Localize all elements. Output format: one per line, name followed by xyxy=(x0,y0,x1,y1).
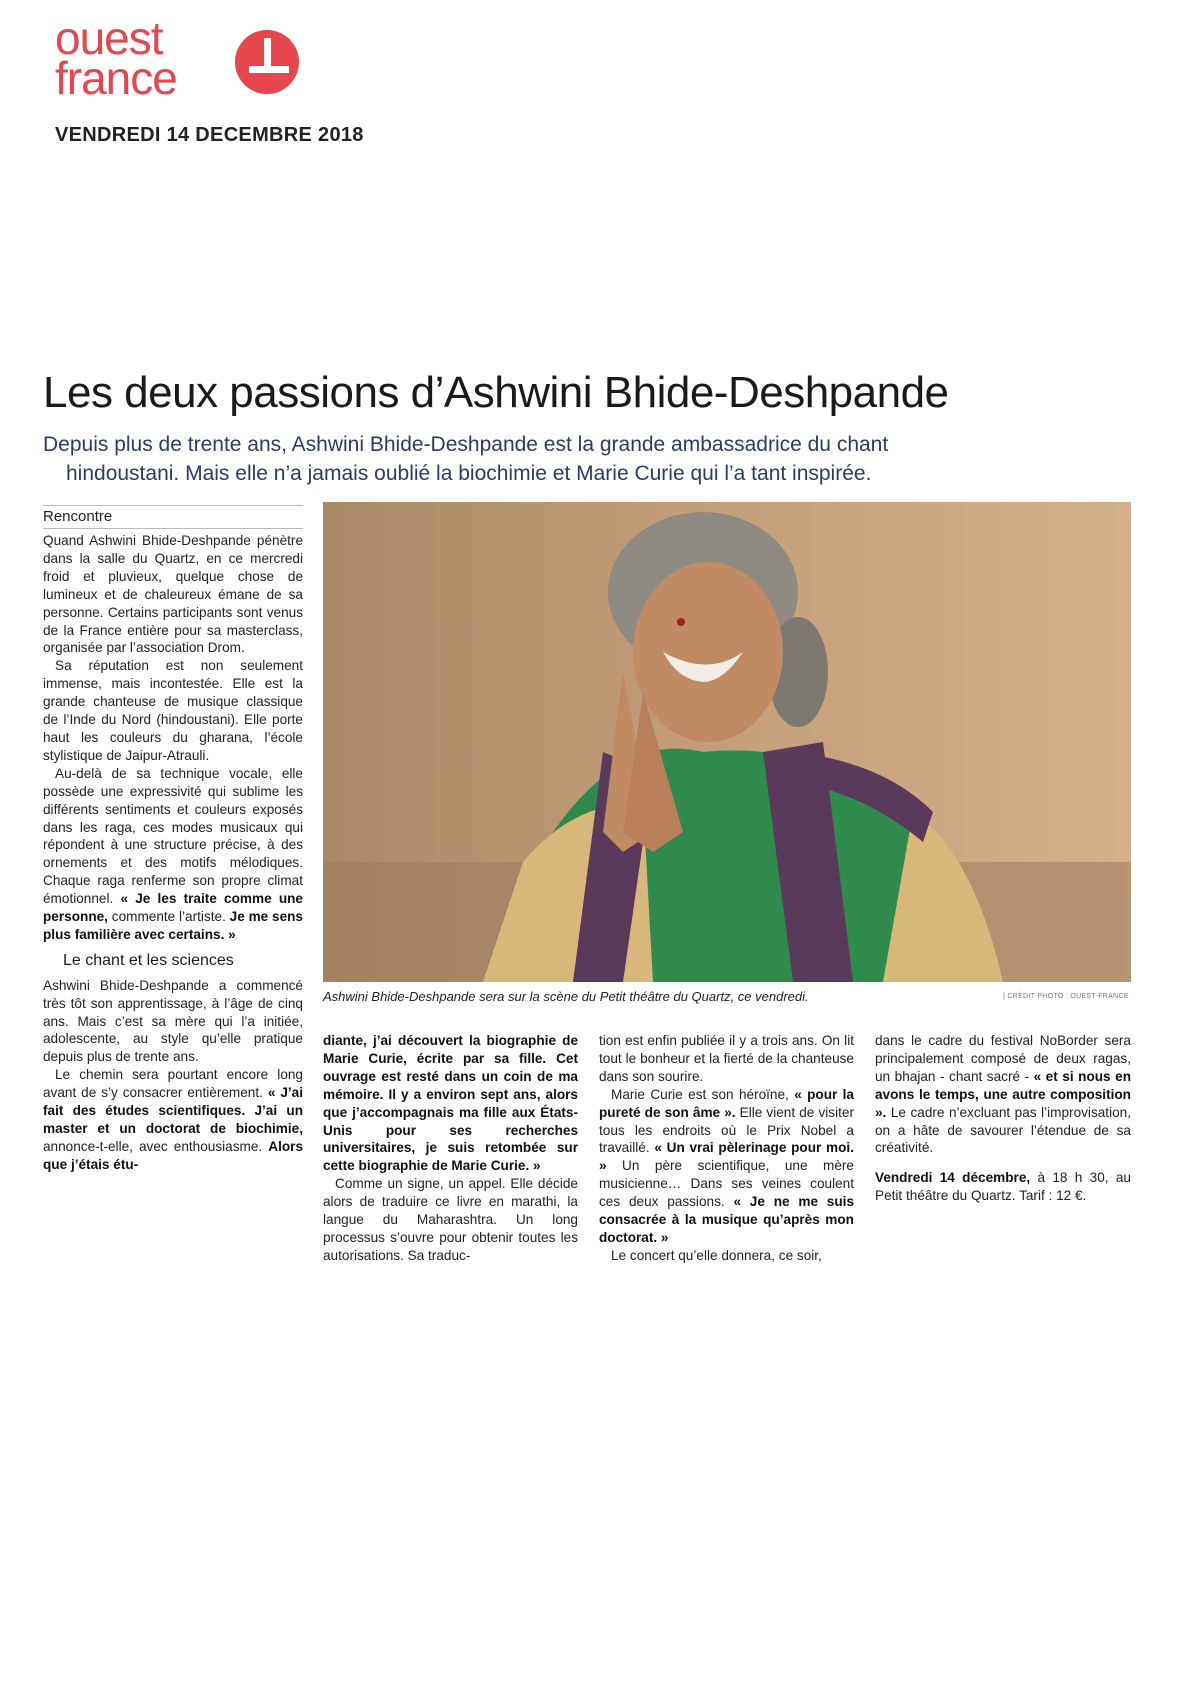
paragraph-10: Le concert qu’elle donnera, ce soir, xyxy=(611,1247,822,1263)
paragraph-9-quote-3: « Je ne me suis consacrée à la musique qu’après mon doctorat. » xyxy=(599,1194,854,1245)
paragraph-1: Quand Ashwini Bhide-Deshpande pénètre dans la salle du Quartz, en ce mercredi froid et pluvieux, quelque chose de lumineux et de chaleureux émane de sa personne. Certains participants sont venus de la France entière pour sa masterclass, organisée par l’association Drom. xyxy=(43,533,303,656)
text-column-1 xyxy=(43,532,303,1174)
subheading: Le chant et les sciences xyxy=(63,951,234,969)
paragraph-8: tion est enfin publiée il y a trois ans. On lit tout le bonheur et la fierté de la chanteuse dans son sourire. xyxy=(599,1033,854,1084)
article-photo xyxy=(323,502,1131,982)
paragraph-9-quote-2: « Un vrai pèlerinage pour moi. » xyxy=(599,1140,854,1174)
logo-line-france: france xyxy=(55,52,177,104)
paragraph-9-mid: Elle vient de visiter tous les endroits où le Prix Nobel a travaillé. xyxy=(599,1104,854,1156)
paragraph-5-text: Le chemin sera pourtant encore long avant de s’y consacrer entièrement. xyxy=(43,1067,303,1101)
photo-illustration xyxy=(323,502,1131,982)
paragraph-11-quote: « et si nous en avons le temps, une autre composition ». xyxy=(875,1068,1131,1120)
paragraph-2: Sa réputation est non seulement immense, mais incontestée. Elle est la grande chanteuse de musique classique de l’Inde du Nord (hindoustani). Elle porte haut les couleurs du gharana, l’école stylistique de Jaipur-Atrauli. xyxy=(43,658,303,763)
paragraph-5-quote-1: « J’ai fait des études scientifiques. J’ai un master et un doctorat de biochimie, xyxy=(43,1085,303,1136)
standfirst-line-1: Depuis plus de trente ans, Ashwini Bhide-Deshpande est la grande ambassadrice du chant xyxy=(43,433,889,456)
publication-date: VENDREDI 14 DECEMBRE 2018 xyxy=(55,124,364,146)
event-info xyxy=(875,1169,1131,1205)
text-column-2 xyxy=(323,1032,578,1265)
paragraph-6 xyxy=(323,1032,578,1175)
event-info-date: Vendredi 14 décembre, xyxy=(875,1170,1038,1186)
photo-credit: | CRÉDIT PHOTO : OUEST-FRANCE xyxy=(1003,993,1129,1000)
paragraph-3-mid: commente l’artiste. xyxy=(111,909,230,925)
paragraph-6-quote: diante, j’ai découvert la biographie de Marie Curie, écrite par sa fille. Cet ouvrage est resté dans un coin de ma mémoire. Il y a environ sept ans, alors que j’accompagnais ma fille aux États-Unis pour ses recherches universitaires, je suis retombée sur cette biographie de Marie Curie. » xyxy=(323,1033,578,1174)
paragraph-9-text: Marie Curie est son héroïne, xyxy=(611,1086,795,1102)
paragraph-9-quote-1: « pour la pureté de son âme ». xyxy=(599,1086,854,1120)
paragraph-5-mid: annonce-t-elle, avec enthousiasme. xyxy=(43,1138,269,1154)
paragraph-5 xyxy=(43,1066,303,1173)
paragraph-3-text: Au-delà de sa technique vocale, elle possède une expressivité qui sublime les différents sentiments et couleurs exposés dans les raga, ces modes musicaux qui répondent à une structure précise, à des ornements et des motifs mélodiques. Chaque raga renferme son propre climat émotionnel. xyxy=(43,765,303,907)
logo-wordmark xyxy=(55,12,177,104)
article-standfirst xyxy=(43,430,1123,488)
photo-caption: Ashwini Bhide-Deshpande sera sur la scène du Petit théâtre du Quartz, ce vendredi. xyxy=(323,989,809,1004)
text-column-4 xyxy=(875,1032,1131,1205)
paragraph-3-quote-1: « Je les traite comme une personne, xyxy=(43,891,303,925)
paragraph-11-end: Le cadre n’excluant pas l’improvisation, on a hâte de savourer l’étendue de sa créativité. xyxy=(875,1104,1131,1156)
article-rubric: Rencontre xyxy=(43,505,303,529)
standfirst-line-2: hindoustani. Mais elle n’a jamais oublié la biochimie et Marie Curie qui l’a tant inspirée. xyxy=(66,462,872,485)
paragraph-9-end: Un père scientifique, une mère musicienne… Dans ses veines coulent ces deux passions. xyxy=(599,1158,854,1210)
logo-circle-icon xyxy=(235,30,299,94)
text-column-3 xyxy=(599,1032,854,1265)
paragraph-3 xyxy=(43,765,303,944)
paragraph-5-quote-2: Alors que j’étais étu- xyxy=(43,1138,303,1172)
paragraph-9 xyxy=(599,1086,854,1247)
paragraph-7: Comme un signe, un appel. Elle décide alors de traduire ce livre en marathi, la langue du Maharashtra. Un long processus s’ouvre pour obtenir toutes les autorisations. Sa traduc- xyxy=(323,1176,578,1263)
article-headline: Les deux passions d’Ashwini Bhide-Deshpande xyxy=(43,368,949,417)
paragraph-4: Ashwini Bhide-Deshpande a commencé très tôt son apprentissage, à l’âge de cinq ans. Mais c’est sa mère qui l’a initiée, adolescente, au style qu’elle pratique depuis plus de trente ans. xyxy=(43,977,303,1065)
ouest-france-logo xyxy=(55,12,315,118)
logo-line-ouest: ouest xyxy=(55,12,163,64)
paragraph-11-text: dans le cadre du festival NoBorder sera principalement composé de deux ragas, un bhajan - chant sacré - xyxy=(875,1033,1131,1084)
event-info-text: à 18 h 30, au Petit théâtre du Quartz. Tarif : 12 €. xyxy=(875,1170,1131,1204)
paragraph-3-quote-2: Je me sens plus familière avec certains. » xyxy=(43,909,303,942)
paragraph-11 xyxy=(875,1032,1131,1157)
